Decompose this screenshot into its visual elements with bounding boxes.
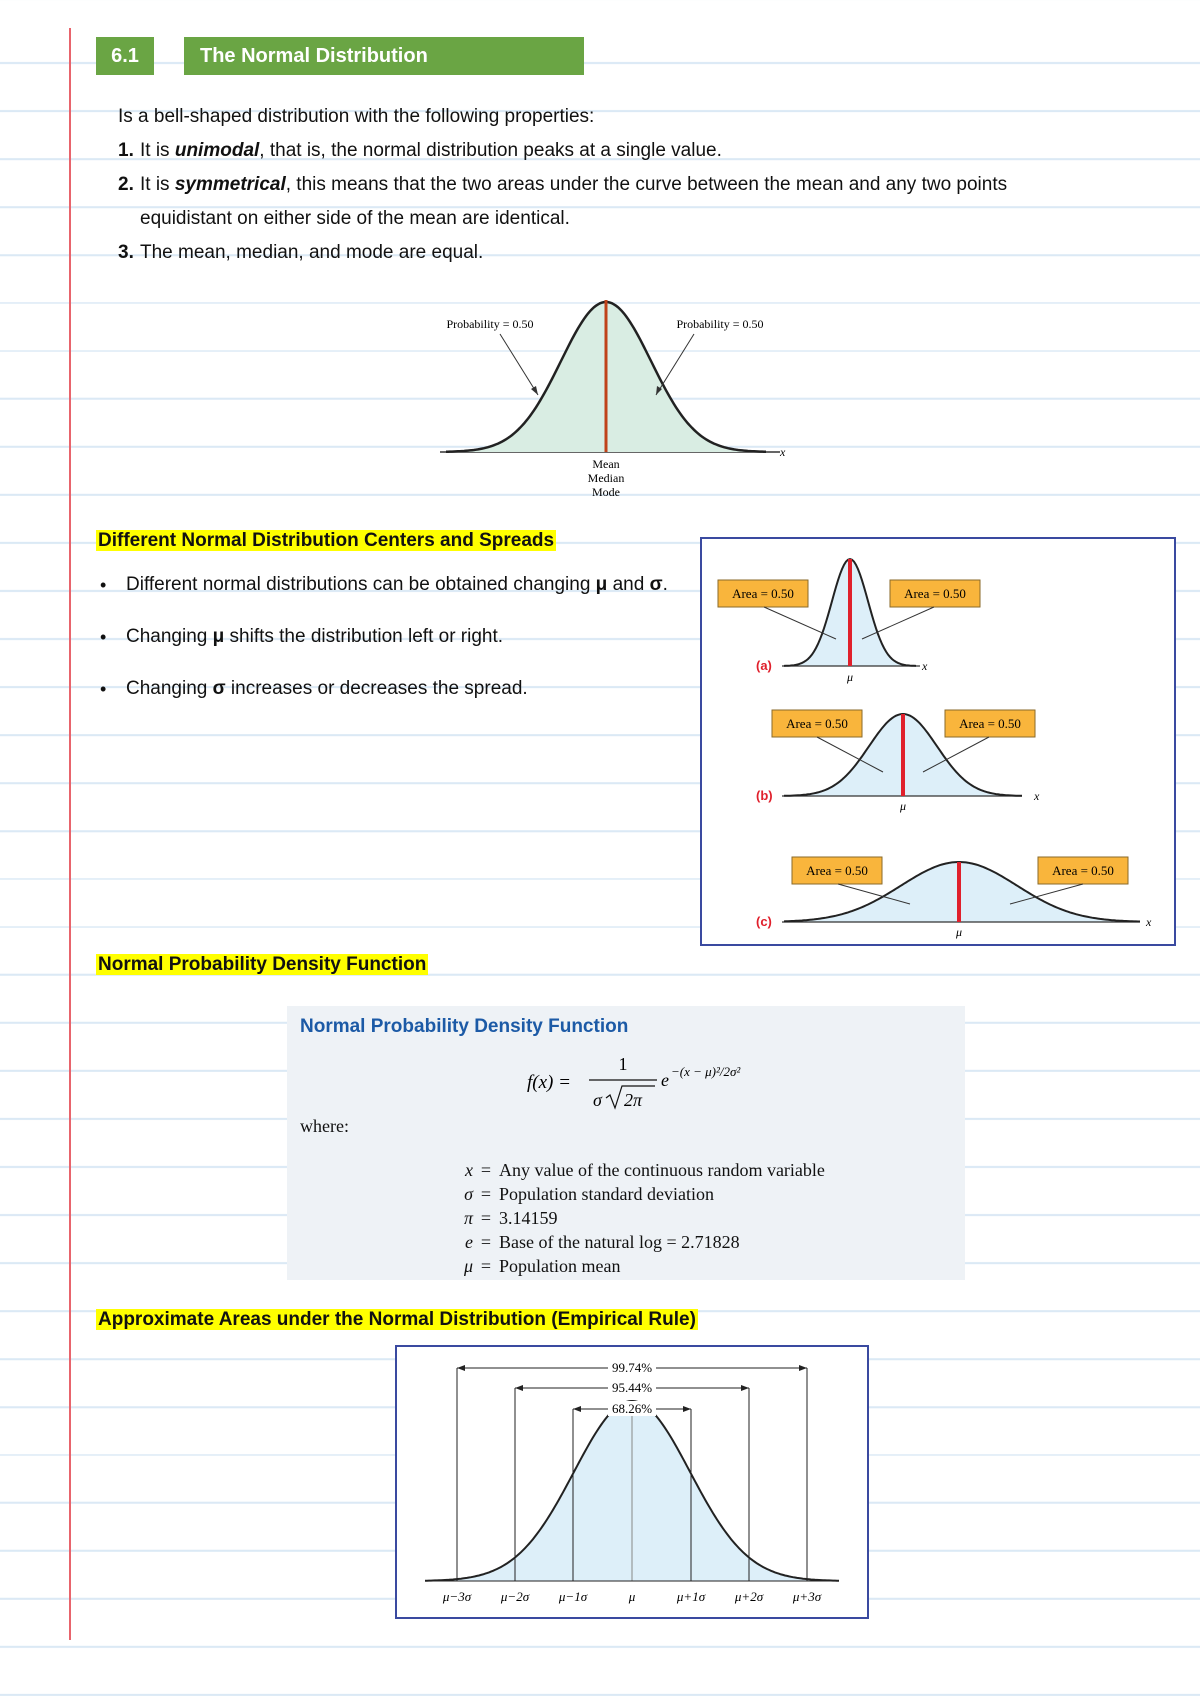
bullet-text: and xyxy=(607,574,650,595)
property-text-pre: It is xyxy=(140,174,175,195)
area-label: Area = 0.50 xyxy=(1052,863,1114,878)
left-pointer-arrow xyxy=(500,334,538,395)
area-label: Area = 0.50 xyxy=(732,586,794,601)
span-label-99: 99.74% xyxy=(611,1360,653,1375)
sigma-symbol: σ xyxy=(649,574,663,595)
def-text: Population standard deviation xyxy=(499,1184,714,1204)
def-symbol: x xyxy=(465,1160,473,1180)
formula-exponent: −(x − μ)²/2σ² xyxy=(671,1064,741,1079)
x-axis-label: x xyxy=(780,445,786,459)
pdf-formula-box xyxy=(287,1006,965,1280)
mu-label-a: μ xyxy=(846,670,854,684)
definition-row: e = Base of the natural log = 2.71828 xyxy=(437,1230,825,1254)
mu-symbol: μ xyxy=(595,574,608,595)
left-probability-label: Probability = 0.50 xyxy=(446,317,534,331)
bullet-item xyxy=(100,676,668,728)
panel-label-c: (c) xyxy=(756,914,772,929)
property-item-2 xyxy=(118,168,1007,202)
center-label-mean: Mean xyxy=(592,457,620,471)
sigma-tick-label: μ−3σ xyxy=(442,1589,472,1604)
def-symbol: σ xyxy=(464,1184,473,1204)
bullet-item xyxy=(100,572,668,624)
sigma-symbol: σ xyxy=(212,678,226,699)
notebook-margin-line xyxy=(69,28,71,1640)
heading-highlight: Approximate Areas under the Normal Distribution (Empirical Rule) xyxy=(98,1309,696,1330)
heading-highlight: Normal Probability Density Function xyxy=(98,954,427,975)
formula-den-root: 2π xyxy=(624,1090,643,1110)
bullet-text: Changing xyxy=(126,626,213,647)
pdf-box-title: Normal Probability Density Function xyxy=(300,1016,629,1037)
intro-lead: Is a bell-shaped distribution with the following properties: xyxy=(118,106,595,127)
definition-row: σ = Population standard deviation xyxy=(437,1182,825,1206)
property-emphasis: unimodal xyxy=(174,140,260,161)
sigma-tick-label: μ xyxy=(628,1589,636,1604)
x-label-a: x xyxy=(922,659,928,673)
property-text-pre: The mean, median, and mode are equal. xyxy=(140,242,484,263)
property-number: 3. xyxy=(118,242,134,263)
x-label-b: x xyxy=(1034,789,1040,803)
section-heading-empirical xyxy=(96,1307,698,1333)
center-label-mode: Mode xyxy=(592,485,620,499)
def-symbol: π xyxy=(463,1208,473,1228)
area-label: Area = 0.50 xyxy=(806,863,868,878)
def-symbol: e xyxy=(465,1232,473,1252)
sigma-tick-label: μ−1σ xyxy=(558,1589,588,1604)
bullet-item xyxy=(100,624,668,676)
section-title: The Normal Distribution xyxy=(184,37,584,75)
def-text: 3.14159 xyxy=(499,1208,558,1228)
span-label-68: 68.26% xyxy=(611,1401,653,1416)
area-label: Area = 0.50 xyxy=(959,716,1021,731)
definition-row: π = 3.14159 xyxy=(437,1206,825,1230)
left-arrowhead xyxy=(531,386,538,395)
property-text-post: , that is, the normal distribution peaks at a single value. xyxy=(259,140,722,161)
property-text-post: , this means that the two areas under the curve between the mean and any two points xyxy=(285,174,1008,195)
bell-curve-figure xyxy=(430,280,790,505)
section-heading-centers xyxy=(96,528,556,554)
center-label-median: Median xyxy=(587,471,625,485)
formula-lhs: f(x) = xyxy=(527,1072,571,1093)
pdf-formula xyxy=(527,1048,767,1118)
sigma-tick-label: μ+3σ xyxy=(792,1589,822,1604)
property-item-1 xyxy=(118,134,1007,168)
area-label: Area = 0.50 xyxy=(786,716,848,731)
formula-den-sigma: σ xyxy=(593,1090,602,1110)
panel-label-b: (b) xyxy=(756,788,773,803)
bullet-text: Different normal distributions can be obtained changing xyxy=(126,574,596,595)
spread-comparison-figure xyxy=(700,537,1176,947)
property-continuation: equidistant on either side of the mean are identical. xyxy=(140,208,570,229)
property-number: 2. xyxy=(118,174,134,195)
def-symbol: μ xyxy=(463,1256,473,1276)
mu-label-b: μ xyxy=(899,799,907,813)
section-number: 6.1 xyxy=(96,37,154,75)
property-text-pre: It is xyxy=(140,140,175,161)
formula-exp-base: e xyxy=(661,1070,669,1090)
bullet-text: shifts the distribution left or right. xyxy=(224,626,504,647)
formula-numerator: 1 xyxy=(618,1054,628,1074)
intro-text xyxy=(118,100,1007,270)
def-text: Any value of the continuous random variable xyxy=(499,1160,825,1180)
mu-symbol: μ xyxy=(212,626,225,647)
panel-label-a: (a) xyxy=(756,658,772,673)
section-heading-pdf xyxy=(96,952,428,978)
sigma-tick-label: μ+2σ xyxy=(734,1589,764,1604)
def-text: Population mean xyxy=(499,1256,621,1276)
definition-row: x = Any value of the continuous random variable xyxy=(437,1158,825,1182)
heading-highlight: Different Normal Distribution Centers and Spreads xyxy=(98,530,555,551)
sigma-tick-label: μ+1σ xyxy=(676,1589,706,1604)
where-label: where: xyxy=(300,1116,349,1136)
sigma-tick-label: μ−2σ xyxy=(500,1589,530,1604)
definition-row: μ = Population mean xyxy=(437,1254,825,1278)
definitions-list xyxy=(437,1158,825,1278)
right-pointer-arrow xyxy=(656,334,694,395)
mu-label-c: μ xyxy=(955,925,963,939)
bullet-text: . xyxy=(662,574,668,595)
property-number: 1. xyxy=(118,140,134,161)
empirical-rule-figure xyxy=(395,1345,869,1620)
area-label: Area = 0.50 xyxy=(904,586,966,601)
span-label-95: 95.44% xyxy=(611,1380,653,1395)
bullet-text: increases or decreases the spread. xyxy=(225,678,528,699)
bullet-text: Changing xyxy=(126,678,213,699)
property-emphasis: symmetrical xyxy=(174,174,286,195)
property-item-3 xyxy=(118,236,1007,270)
right-probability-label: Probability = 0.50 xyxy=(676,317,764,331)
def-text: Base of the natural log = 2.71828 xyxy=(499,1232,740,1252)
x-label-c: x xyxy=(1146,915,1152,929)
bullet-list xyxy=(100,572,668,728)
